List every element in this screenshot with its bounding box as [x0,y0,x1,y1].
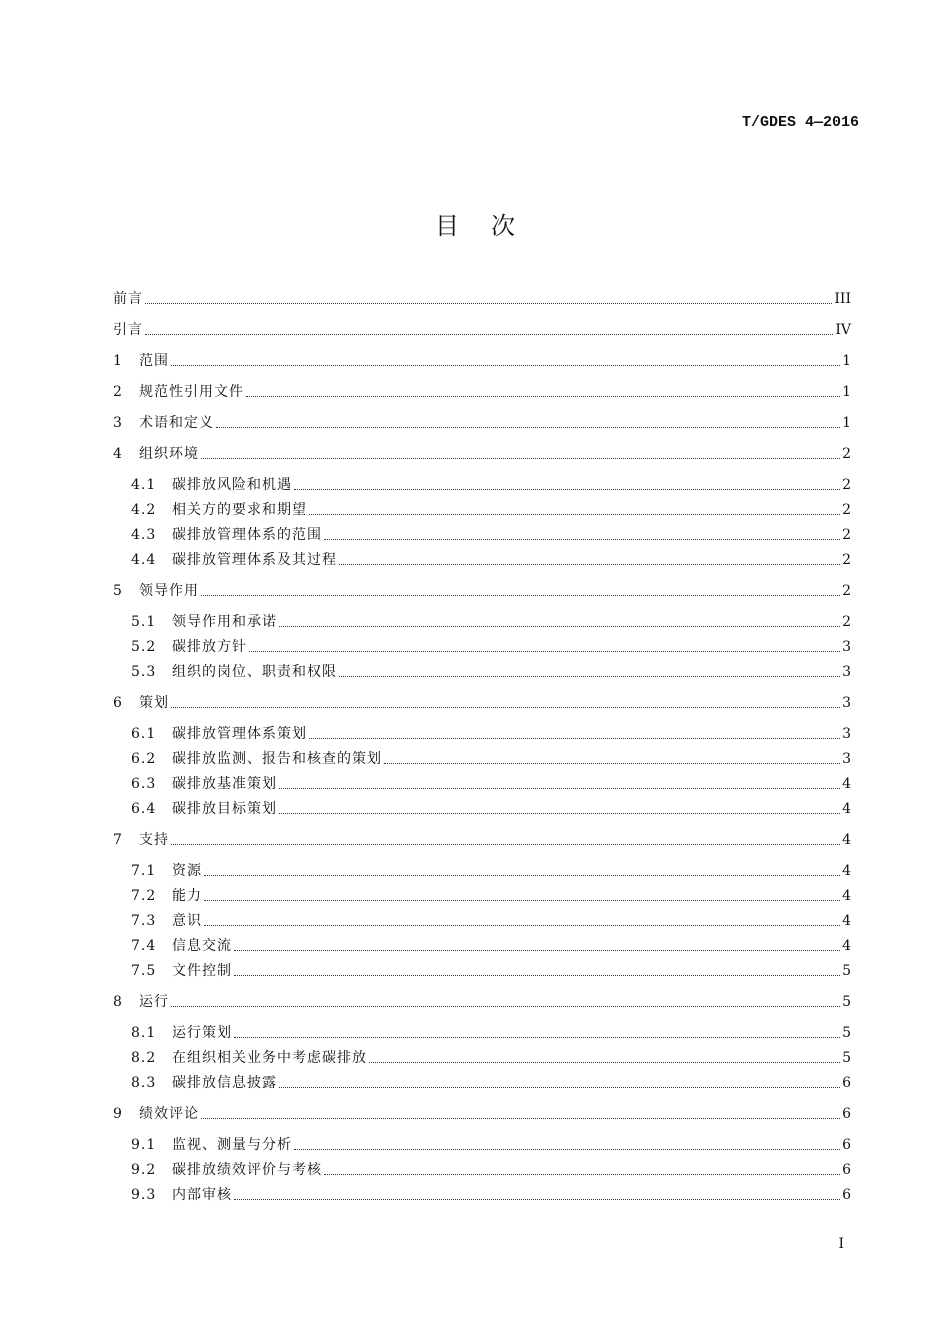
toc-entry-number: 6.3 [131,776,157,792]
toc-dot-leader [171,1005,840,1007]
toc-entry-label: 在组织相关业务中考虑碳排放 [172,1050,367,1066]
toc-entry[interactable] [131,1159,851,1179]
toc-dot-leader [204,899,840,901]
toc-entry-page: 6 [842,1187,851,1203]
toc-entry-page: 4 [842,863,851,879]
toc-entry-page: 4 [842,888,851,904]
toc-entry-label: 碳排放绩效评价与考核 [172,1162,322,1178]
toc-entry-number: 4.3 [131,527,157,543]
toc-entry-page: 2 [842,527,851,543]
toc-entry[interactable] [131,723,851,743]
toc-entry-label: 运行 [139,994,169,1010]
toc-dot-leader [339,563,840,565]
toc-entry-number: 9 [113,1106,122,1122]
toc-entry-number: 7.3 [131,913,157,929]
toc-entry[interactable] [113,350,851,370]
toc-entry-label: 组织环境 [139,446,199,462]
toc-entry-page: 6 [842,1106,851,1122]
toc-entry-label: 文件控制 [172,963,232,979]
toc-entry[interactable] [113,1103,851,1123]
toc-dot-leader [279,1086,840,1088]
toc-entry-label: 意识 [172,913,202,929]
toc-dot-leader [249,650,840,652]
toc-entry[interactable] [131,499,851,519]
toc-dot-leader [204,874,840,876]
toc-entry-page: III [834,291,851,307]
toc-entry-label: 内部审核 [172,1187,232,1203]
document-id: T/GDES 4—2016 [741,114,859,131]
toc-entry-page: 2 [842,552,851,568]
toc-dot-leader [246,395,840,397]
toc-entry-page: 1 [842,415,851,431]
toc-entry[interactable] [113,412,851,432]
toc-dot-leader [171,706,840,708]
toc-dot-leader [234,974,840,976]
toc-entry-page: 2 [842,614,851,630]
toc-entry-page: 1 [842,384,851,400]
toc-dot-leader [234,949,840,951]
toc-entry-label: 信息交流 [172,938,232,954]
toc-entry-label: 领导作用 [139,583,199,599]
toc-entry-page: 2 [842,446,851,462]
toc-entry-number: 4 [113,446,122,462]
toc-entry-label: 范围 [139,353,169,369]
toc-entry-page: 5 [842,963,851,979]
toc-entry-label: 碳排放基准策划 [172,776,277,792]
toc-entry-number: 4.4 [131,552,157,568]
toc-entry[interactable] [131,1184,851,1204]
toc-entry-number: 1 [113,353,122,369]
toc-entry-label: 监视、测量与分析 [172,1137,292,1153]
toc-entry[interactable] [131,549,851,569]
toc-entry[interactable] [131,798,851,818]
toc-entry[interactable] [131,860,851,880]
toc-entry-page: 4 [842,938,851,954]
toc-entry-number: 5.2 [131,639,157,655]
toc-entry-number: 5 [113,583,122,599]
toc-dot-leader [279,812,840,814]
toc-entry-number: 7 [113,832,122,848]
toc-entry-number: 8 [113,994,122,1010]
toc-entry-label: 碳排放管理体系策划 [172,726,307,742]
toc-entry-number: 5.3 [131,664,157,680]
toc-entry-number: 4.1 [131,477,157,493]
toc-entry-label: 绩效评论 [139,1106,199,1122]
toc-dot-leader [309,737,840,739]
toc-entry-number: 8.1 [131,1025,157,1041]
toc-entry-label: 引言 [113,322,143,338]
toc-entry[interactable] [131,474,851,494]
toc-entry-number: 9.3 [131,1187,157,1203]
toc-dot-leader [324,1173,840,1175]
toc-entry-page: 6 [842,1075,851,1091]
toc-entry-number: 2 [113,384,122,400]
toc-dot-leader [294,1148,840,1150]
toc-entry[interactable] [131,935,851,955]
toc-dot-leader [201,457,840,459]
toc-dot-leader [234,1036,840,1038]
toc-dot-leader [145,333,833,335]
toc-dot-leader [279,787,840,789]
toc-entry-label: 碳排放管理体系及其过程 [172,552,337,568]
toc-entry-label: 碳排放监测、报告和核查的策划 [172,751,382,767]
toc-dot-leader [309,513,840,515]
toc-entry[interactable] [131,524,851,544]
toc-entry[interactable] [131,661,851,681]
toc-entry-label: 前言 [113,291,143,307]
toc-entry[interactable] [113,991,851,1011]
toc-entry-page: 5 [842,1050,851,1066]
toc-entry-page: 3 [842,695,851,711]
toc-entry-label: 策划 [139,695,169,711]
toc-dot-leader [384,762,840,764]
toc-entry-page: 6 [842,1137,851,1153]
toc-entry[interactable] [113,829,851,849]
toc-dot-leader [171,364,840,366]
toc-entry-page: 4 [842,801,851,817]
toc-entry-number: 6 [113,695,122,711]
toc-dot-leader [201,1117,840,1119]
toc-dot-leader [339,675,840,677]
toc-entry[interactable] [131,636,851,656]
toc-entry-label: 运行策划 [172,1025,232,1041]
toc-entry-page: 5 [842,1025,851,1041]
toc-entry-page: IV [835,322,851,338]
toc-entry[interactable] [131,611,851,631]
toc-entry-label: 碳排放目标策划 [172,801,277,817]
toc-dot-leader [279,625,840,627]
toc-entry-label: 规范性引用文件 [139,384,244,400]
toc-entry-label: 组织的岗位、职责和权限 [172,664,337,680]
toc-entry-page: 3 [842,751,851,767]
toc-entry[interactable] [131,1134,851,1154]
toc-entry-page: 4 [842,913,851,929]
toc-entry-number: 7.2 [131,888,157,904]
toc-entry-label: 碳排放管理体系的范围 [172,527,322,543]
toc-dot-leader [324,538,840,540]
toc-entry-page: 6 [842,1162,851,1178]
toc-dot-leader [294,488,840,490]
toc-entry-label: 碳排放方针 [172,639,247,655]
toc-entry-number: 6.4 [131,801,157,817]
toc-entry-page: 2 [842,477,851,493]
toc-dot-leader [171,843,840,845]
toc-entry[interactable] [131,1047,851,1067]
toc-dot-leader [216,426,840,428]
toc-entry-number: 8.2 [131,1050,157,1066]
toc-entry-number: 5.1 [131,614,157,630]
toc-dot-leader [204,924,840,926]
page-number: I [838,1236,844,1252]
toc-entry-number: 9.1 [131,1137,157,1153]
toc-entry[interactable] [113,288,851,308]
toc-entry-label: 术语和定义 [139,415,214,431]
toc-entry-page: 3 [842,726,851,742]
toc-entry[interactable] [131,1022,851,1042]
toc-entry[interactable] [131,1072,851,1092]
toc-entry[interactable] [113,443,851,463]
toc-entry[interactable] [113,381,851,401]
toc-dot-leader [369,1061,840,1063]
toc-entry-number: 4.2 [131,502,157,518]
toc-entry-page: 2 [842,583,851,599]
toc-entry-page: 1 [842,353,851,369]
toc-entry-page: 3 [842,639,851,655]
toc-entry-label: 能力 [172,888,202,904]
toc-entry-number: 7.1 [131,863,157,879]
toc-entry-number: 3 [113,415,122,431]
toc-entry-page: 2 [842,502,851,518]
toc-dot-leader [234,1198,840,1200]
toc-entry[interactable] [131,960,851,980]
page-title: 目次 [435,212,547,240]
toc-entry-number: 9.2 [131,1162,157,1178]
toc-entry-label: 碳排放风险和机遇 [172,477,292,493]
toc-dot-leader [201,594,840,596]
toc-entry-label: 相关方的要求和期望 [172,502,307,518]
toc-entry-label: 领导作用和承诺 [172,614,277,630]
toc-dot-leader [145,302,832,304]
toc-entry-label: 碳排放信息披露 [172,1075,277,1091]
toc-entry[interactable] [131,910,851,930]
toc-entry[interactable] [113,692,851,712]
toc-entry-label: 支持 [139,832,169,848]
toc-entry[interactable] [131,773,851,793]
toc-entry[interactable] [113,580,851,600]
toc-entry[interactable] [131,748,851,768]
toc-entry-number: 6.1 [131,726,157,742]
toc-entry-page: 3 [842,664,851,680]
toc-entry-page: 5 [842,994,851,1010]
toc-entry-page: 4 [842,832,851,848]
toc-entry[interactable] [131,885,851,905]
toc-entry-number: 8.3 [131,1075,157,1091]
toc-entry-number: 7.5 [131,963,157,979]
toc-entry-page: 4 [842,776,851,792]
toc-entry-number: 6.2 [131,751,157,767]
toc-entry-number: 7.4 [131,938,157,954]
toc-entry[interactable] [113,319,851,339]
toc-entry-label: 资源 [172,863,202,879]
